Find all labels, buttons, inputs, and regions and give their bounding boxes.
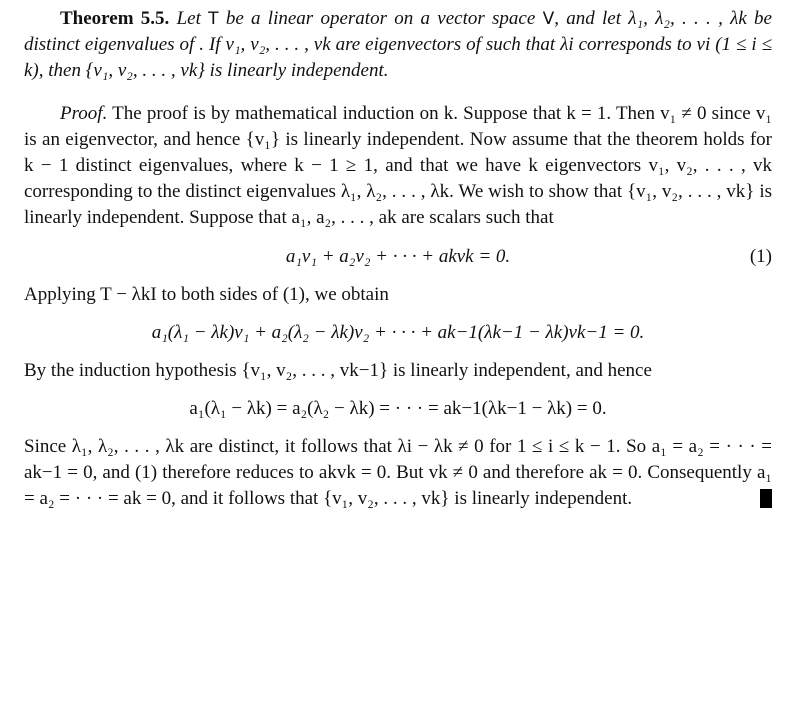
theorem-5-5 xyxy=(24,6,772,85)
theorem-text-2: be a linear operator on a vector space xyxy=(218,8,543,29)
proof-paragraph-3: By the induction hypothesis {v₁, v₂, . . . , vk−1} is linearly independent, and hence xyxy=(24,359,652,381)
theorem-text-7: such that λi corresponds to vi (1 ≤ i ≤ k), then {v₁, v₂, . . . , vk} is linearly independent. xyxy=(24,34,772,82)
equation-1-number: (1) xyxy=(749,245,772,267)
paper-content xyxy=(24,6,772,513)
qed-square-icon xyxy=(760,489,772,508)
theorem-text-6: . If v₁, v₂, . . . , vk are eigenvectors of xyxy=(199,34,486,56)
equation-1 xyxy=(24,244,772,270)
operator-T: T xyxy=(208,9,219,29)
proof-text-1: The proof is by mathematical induction on k. Suppose that k = 1. Then v₁ ≠ 0 since v₁ is an eigenvector, and hence {v₁} is linearly independent. Now assume that the theorem holds for k − 1 distinct eigenvalues, where k − 1 ≥ 1, and that we have k eigenvectors v₁, v₂, . . . , vk corresponding to the distinct eigenvalues λ₁, λ₂, . . . , λk. We wish to show that {v₁, v₂, . . . , vk} is linearly independent. Suppose that a₁, a₂, . . . , ak are scalars such that xyxy=(24,102,772,229)
theorem-label: Theorem 5.5. xyxy=(60,8,170,29)
theorem-text-4: ₁, λ₂, . . . , λ xyxy=(636,8,739,29)
proof-paragraph-1 xyxy=(24,101,772,232)
equation-2-expression: a₁(λ₁ − λk)v₁ + a₂(λ₂ − λk)v₂ + · · · + ak−1(λk−1 − λk)vk−1 = 0. xyxy=(151,321,645,343)
equation-3-expression: a₁(λ₁ − λk) = a₂(λ₂ − λk) = · · · = ak−1(λk−1 − λk) = 0. xyxy=(189,398,607,420)
theorem-text-1: Let xyxy=(169,8,209,29)
equation-3 xyxy=(24,396,772,422)
space-V: V xyxy=(542,9,555,29)
proof-paragraph-2: Applying T − λkI to both sides of (1), we obtain xyxy=(24,283,389,305)
proof-title: Proof. xyxy=(60,102,108,124)
theorem-text-5: k be distinct eigenvalues of xyxy=(24,8,772,56)
equation-2 xyxy=(24,320,772,346)
proof-text-4: Since λ₁, λ₂, . . . , λk are distinct, it follows that λi − λk ≠ 0 for 1 ≤ i ≤ k − 1. So a₁ = a₂ = · · · = ak−1 = 0, and (1) therefore reduces to akvk = 0. But vk ≠ 0 and therefore ak = 0. Consequently a₁ = a₂ = · · · = ak = 0, and it follows that {v₁, v₂, . . . , vk} is linearly independent. xyxy=(24,436,772,510)
theorem-text-3: , and let λ xyxy=(554,8,637,29)
equation-1-expression: a₁v₁ + a₂v₂ + · · · + akvk = 0. xyxy=(285,245,511,267)
spacer xyxy=(24,85,772,101)
proof-paragraph-4 xyxy=(24,434,772,513)
